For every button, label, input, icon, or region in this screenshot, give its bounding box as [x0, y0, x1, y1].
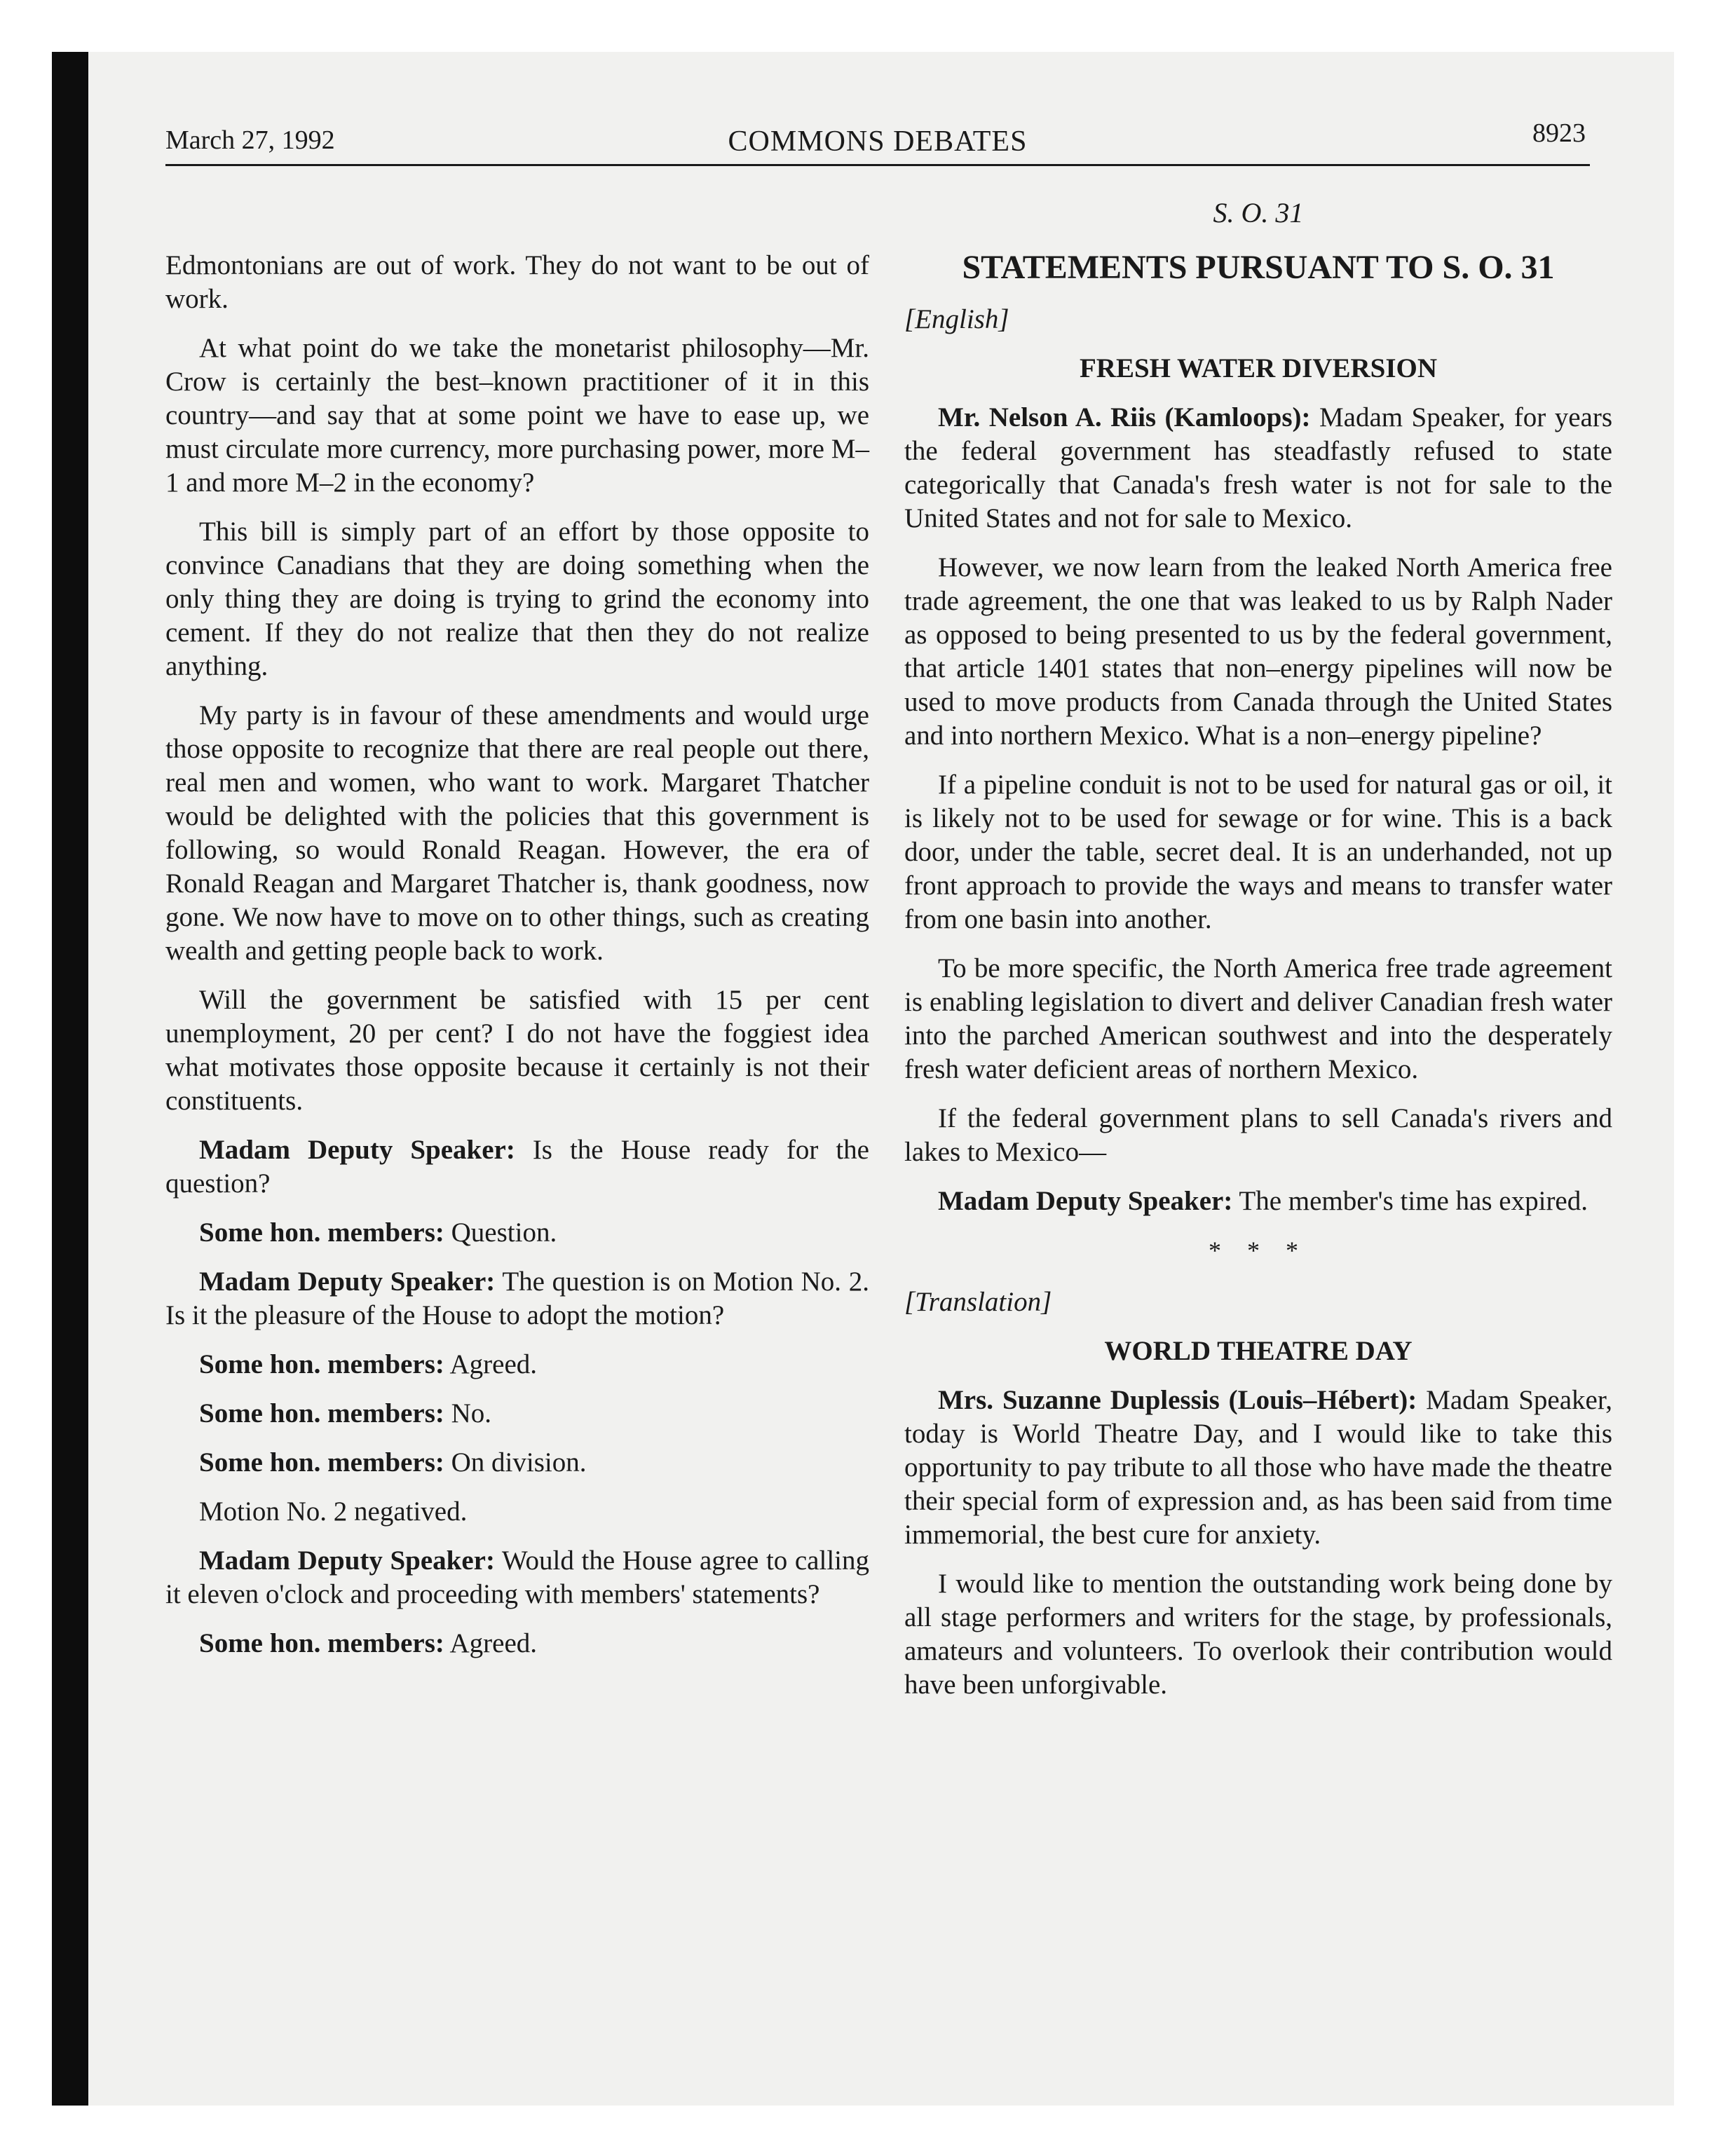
speaker-name: Madam Deputy Speaker:: [199, 1267, 496, 1297]
speech-text: The question is on Motion No. 2. Is it the pleasure of the House to adopt the motion?: [165, 1267, 869, 1330]
speaker-name: Some hon. members:: [199, 1349, 444, 1379]
paragraph: If a pipeline conduit is not to be used for natural gas or oil, it is likely not to be used for sewage or for wine. This is a back door, under the table, secret deal. It is an underhanded, not up front approach to provide the ways and means to transfer water from one basin into another.: [904, 770, 1612, 934]
speech-text: No.: [451, 1398, 492, 1428]
speech-text: On division.: [451, 1447, 587, 1478]
speaker-name: Madam Deputy Speaker:: [938, 1186, 1233, 1216]
header-title: COMMONS DEBATES: [728, 125, 1028, 158]
speech-text: Madam Speaker, today is World Theatre Day, and I would like to take this opportunity to pay tribute to all those who have made the theatre their special form of expression and, as has been said from time immemorial, the best cure for anxiety.: [904, 1385, 1612, 1550]
speech-entry: [165, 1133, 869, 1201]
speaker-name: Some hon. members:: [199, 1398, 444, 1428]
motion-result: Motion No. 2 negatived.: [199, 1496, 468, 1527]
speaker-name: Madam Deputy Speaker:: [199, 1546, 495, 1576]
speaker-name: Some hon. members:: [199, 1628, 444, 1658]
statement-heading: WORLD THEATRE DAY: [1104, 1336, 1413, 1366]
language-marker: [English]: [904, 304, 1009, 334]
speaker-name: Some hon. members:: [199, 1447, 444, 1478]
speech-text: The member's time has expired.: [1239, 1186, 1588, 1216]
paragraph: This bill is simply part of an effort by those opposite to convince Canadians that they are doing something when the only thing they are doing is trying to grind the economy into cement. If they do not realize that then they do not realize anything.: [165, 517, 869, 681]
speech-text: Agreed.: [449, 1349, 538, 1379]
paragraph: Edmontonians are out of work. They do not want to be out of work.: [165, 250, 869, 314]
header-date: March 27, 1992: [165, 125, 335, 155]
standing-order-reference: S. O. 31: [1213, 197, 1304, 228]
speech-entry: [165, 1627, 869, 1660]
speaker-name: Mr. Nelson A. Riis (Kamloops):: [938, 402, 1311, 432]
speech-entry: [904, 401, 1612, 535]
speaker-name: Some hon. members:: [199, 1217, 444, 1248]
page-header: [165, 118, 1590, 166]
speech-entry: [165, 1348, 869, 1381]
paragraph: Will the government be satisfied with 15 per cent unemployment, 20 per cent? I do not have the foggiest idea what motivates those opposite because it certainly is not their constituents.: [165, 985, 869, 1116]
binding-shadow: [52, 52, 88, 2106]
speech-entry: [165, 1265, 869, 1332]
paragraph: My party is in favour of these amendments and would urge those opposite to recognize that there are real people out there, real men and women, who want to work. Margaret Thatcher would be delighted with the policies that this government is following, so would Ronald Reagan. However, the era of Ronald Reagan and Margaret Thatcher is, thank goodness, now gone. We now have to move on to other things, such as creating wealth and getting people back to work.: [165, 700, 869, 966]
page-number: 8923: [1532, 118, 1586, 148]
left-column: [165, 249, 869, 1676]
paragraph: At what point do we take the monetarist philosophy—Mr. Crow is certainly the best–known practitioner of it in this country—and say that at some point we have to ease up, we must circulate more currency, more purchasing power, more M–1 and more M–2 in the economy?: [165, 333, 869, 498]
statement-heading: FRESH WATER DIVERSION: [1079, 353, 1437, 383]
speech-text: Question.: [451, 1217, 557, 1248]
speech-text: Would the House agree to calling it eleven o'clock and proceeding with members' statements?: [165, 1546, 869, 1609]
speech-entry: [165, 1446, 869, 1480]
speaker-name: Madam Deputy Speaker:: [199, 1135, 515, 1165]
speech-text: Is the House ready for the question?: [165, 1135, 869, 1199]
paragraph: However, we now learn from the leaked North America free trade agreement, the one that was leaked to us by Ralph Nader as opposed to being presented to us by the federal government, that article 1401 states that non–energy pipelines will now be used to move products from Canada through the United States and into northern Mexico. What is a non–energy pipeline?: [904, 552, 1612, 751]
speech-entry: [165, 1544, 869, 1611]
right-column: [904, 196, 1612, 1717]
language-marker: [Translation]: [904, 1287, 1052, 1317]
paragraph: I would like to mention the outstanding work being done by all stage performers and writers for the stage, by professionals, amateurs and volunteers. To overlook their contribution would have been unforgivable.: [904, 1569, 1612, 1700]
speech-entry: [165, 1397, 869, 1431]
speech-entry: [165, 1216, 869, 1250]
speech-text: Agreed.: [449, 1628, 538, 1658]
speaker-name: Mrs. Suzanne Duplessis (Louis–Hébert):: [938, 1385, 1417, 1415]
speech-text: Madam Speaker, for years the federal government has steadfastly refused to state categorically that Canada's fresh water is not for sale to the United States and not for sale to Mexico.: [904, 402, 1612, 533]
section-separator: * * *: [1209, 1236, 1308, 1264]
speech-entry: [904, 1384, 1612, 1552]
speech-entry: [904, 1185, 1612, 1218]
paragraph: To be more specific, the North America free trade agreement is enabling legislation to divert and deliver Canadian fresh water into the parched American southwest and into the desperately fresh water deficient areas of northern Mexico.: [904, 953, 1612, 1084]
section-heading: STATEMENTS PURSUANT TO S. O. 31: [962, 249, 1555, 286]
paragraph: If the federal government plans to sell Canada's rivers and lakes to Mexico—: [904, 1103, 1612, 1167]
